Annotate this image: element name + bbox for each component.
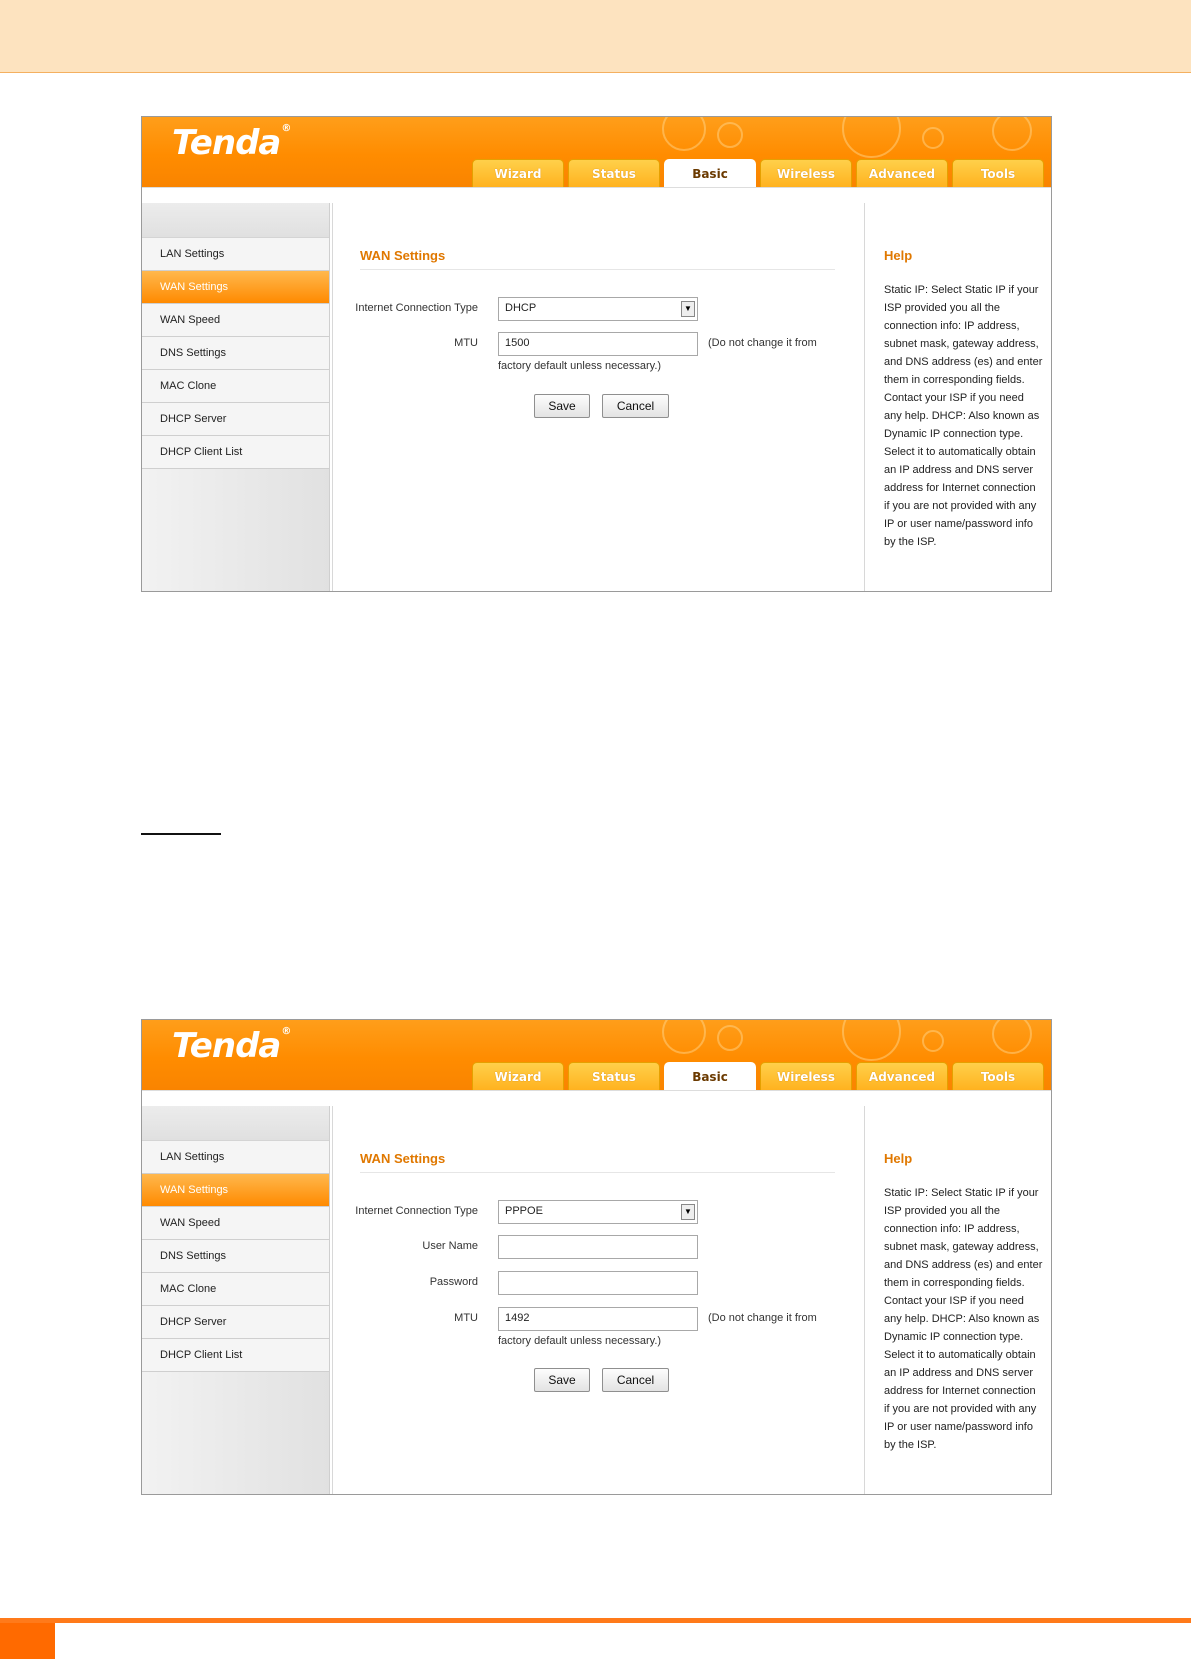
sidebar-item-dns-settings[interactable]: DNS Settings xyxy=(142,1240,329,1273)
router-banner xyxy=(142,1020,1051,1090)
help-title: Help xyxy=(884,248,913,263)
help-title: Help xyxy=(884,1151,913,1166)
divider xyxy=(142,1090,1051,1091)
mtu-hint: (Do not change it from xyxy=(708,337,817,349)
sidebar-item-dhcp-server[interactable]: DHCP Server xyxy=(142,1306,329,1339)
heading-underline xyxy=(141,833,221,835)
tab-basic[interactable]: Basic xyxy=(664,159,756,187)
sidebar-item-wan-speed[interactable]: WAN Speed xyxy=(142,304,329,337)
connection-type-value: PPPOE xyxy=(505,1205,543,1217)
tab-status[interactable]: Status xyxy=(568,1062,660,1090)
router-screenshot-pppoe xyxy=(141,1019,1052,1495)
main-panel xyxy=(332,203,865,591)
help-text: Static IP: Select Static IP if your ISP provided you all the connection info: IP address, subnet mask, gateway address, and DNS address (es) and enter them in corresponding fields. Contact your ISP if you need any help. DHCP: Also known as Dynamic IP connection type. Select it to automatically obtain an IP address and DNS server address for Internet connection if you are not provided with any IP or user name/password info by the ISP. xyxy=(884,284,1043,548)
username-input[interactable] xyxy=(498,1235,698,1259)
tab-wireless[interactable]: Wireless xyxy=(760,159,852,187)
password-input[interactable] xyxy=(498,1271,698,1295)
tab-tools[interactable]: Tools xyxy=(952,159,1044,187)
help-text: Static IP: Select Static IP if your ISP provided you all the connection info: IP address, subnet mask, gateway address, and DNS address (es) and enter them in corresponding fields. Contact your ISP if you need any help. DHCP: Also known as Dynamic IP connection type. Select it to automatically obtain an IP address and DNS server address for Internet connection if you are not provided with any IP or user name/password info by the ISP. xyxy=(884,1187,1043,1451)
mtu-input[interactable]: 1500 xyxy=(498,332,698,356)
tab-advanced[interactable]: Advanced xyxy=(856,1062,948,1090)
tab-wizard[interactable]: Wizard xyxy=(472,159,564,187)
sidebar-item-wan-settings[interactable]: WAN Settings xyxy=(142,1174,329,1207)
mtu-input[interactable]: 1492 xyxy=(498,1307,698,1331)
sidebar-item-dhcp-client-list[interactable]: DHCP Client List xyxy=(142,1339,329,1372)
tab-basic[interactable]: Basic xyxy=(664,1062,756,1090)
tenda-logo: Tenda® xyxy=(172,1026,291,1066)
connection-type-label: Internet Connection Type xyxy=(355,1205,478,1217)
sidebar-item-dns-settings[interactable]: DNS Settings xyxy=(142,337,329,370)
sidebar-item-mac-clone[interactable]: MAC Clone xyxy=(142,370,329,403)
tab-tools[interactable]: Tools xyxy=(952,1062,1044,1090)
save-button[interactable]: Save xyxy=(534,394,590,418)
password-label: Password xyxy=(429,1276,478,1288)
sidebar-item-wan-settings[interactable]: WAN Settings xyxy=(142,271,329,304)
sidebar-item-lan-settings[interactable]: LAN Settings xyxy=(142,238,329,271)
section-title: WAN Settings xyxy=(360,248,835,270)
sidebar-item-dhcp-client-list[interactable]: DHCP Client List xyxy=(142,436,329,469)
sidebar-item-dhcp-server[interactable]: DHCP Server xyxy=(142,403,329,436)
sidebar-item-mac-clone[interactable]: MAC Clone xyxy=(142,1273,329,1306)
mtu-hint-continued: factory default unless necessary.) xyxy=(498,1335,662,1347)
divider xyxy=(142,187,1051,188)
chevron-down-icon[interactable]: ▼ xyxy=(681,301,695,317)
tenda-logo: Tenda® xyxy=(172,123,291,163)
document-header-band xyxy=(0,0,1191,73)
sidebar-item-lan-settings[interactable]: LAN Settings xyxy=(142,1141,329,1174)
connection-type-select[interactable] xyxy=(498,297,698,321)
footer-page-tab xyxy=(0,1623,55,1659)
sidebar-header xyxy=(142,203,329,238)
router-screenshot-dhcp xyxy=(141,116,1052,592)
mtu-hint-continued: factory default unless necessary.) xyxy=(498,360,662,372)
sidebar xyxy=(142,203,330,591)
sidebar-header xyxy=(142,1106,329,1141)
cancel-button[interactable]: Cancel xyxy=(602,394,669,418)
help-panel xyxy=(865,1106,1051,1494)
save-button[interactable]: Save xyxy=(534,1368,590,1392)
connection-type-select[interactable] xyxy=(498,1200,698,1224)
mtu-label: MTU xyxy=(454,1312,478,1324)
help-panel xyxy=(865,203,1051,591)
tab-wireless[interactable]: Wireless xyxy=(760,1062,852,1090)
footer-line xyxy=(0,1618,1191,1623)
router-banner xyxy=(142,117,1051,187)
connection-type-value: DHCP xyxy=(505,302,537,314)
connection-type-label: Internet Connection Type xyxy=(355,302,478,314)
main-panel xyxy=(332,1106,865,1494)
mtu-hint: (Do not change it from xyxy=(708,1312,817,1324)
username-label: User Name xyxy=(422,1240,478,1252)
chevron-down-icon[interactable]: ▼ xyxy=(681,1204,695,1220)
sidebar-item-wan-speed[interactable]: WAN Speed xyxy=(142,1207,329,1240)
section-title: WAN Settings xyxy=(360,1151,835,1173)
sidebar xyxy=(142,1106,330,1494)
mtu-label: MTU xyxy=(454,337,478,349)
tab-advanced[interactable]: Advanced xyxy=(856,159,948,187)
cancel-button[interactable]: Cancel xyxy=(602,1368,669,1392)
tab-wizard[interactable]: Wizard xyxy=(472,1062,564,1090)
tab-status[interactable]: Status xyxy=(568,159,660,187)
